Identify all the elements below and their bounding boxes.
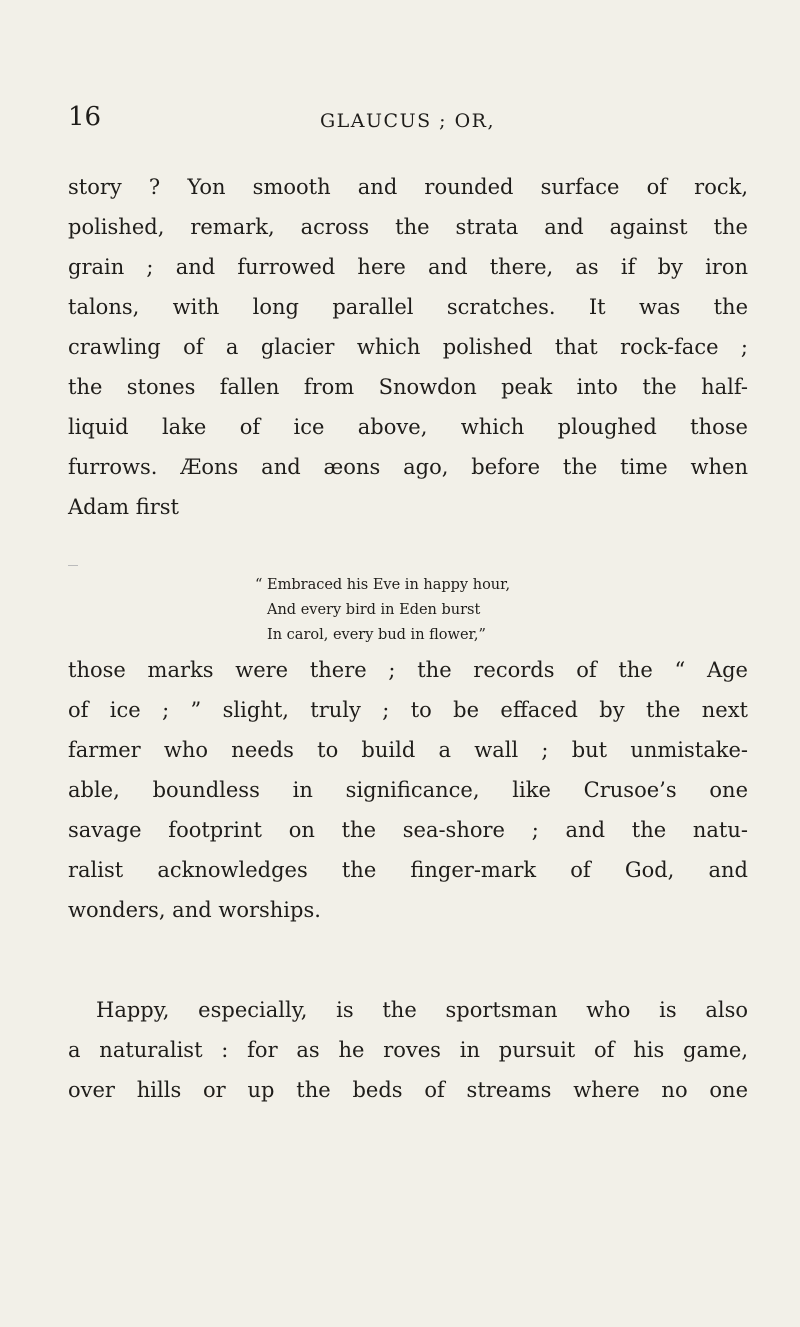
text-line: grain ; and furrowed here and there, as if by iron — [68, 255, 748, 279]
verse-quotation — [255, 573, 510, 648]
running-head: GLAUCUS ; OR, — [320, 110, 495, 132]
paragraph-3 — [68, 990, 748, 1110]
text-line: liquid lake of ice above, which ploughed those — [68, 415, 748, 439]
text-line: story ? Yon smooth and rounded surface of rock, — [68, 175, 748, 199]
page-header — [68, 96, 748, 136]
text-line: able, boundless in significance, like Crusoe’s one — [68, 778, 748, 802]
text-line: polished, remark, across the strata and against the — [68, 215, 748, 239]
text-line: farmer who needs to build a wall ; but unmistake- — [68, 738, 748, 762]
page-number: 16 — [68, 102, 102, 132]
text-line: those marks were there ; the records of the “ Age — [68, 658, 748, 682]
text-line: savage footprint on the sea-shore ; and the natu- — [68, 818, 748, 842]
paragraph-1 — [68, 167, 748, 527]
text-line: Happy, especially, is the sportsman who is also — [96, 998, 748, 1022]
text-line: wonders, and worships. — [68, 898, 321, 922]
text-line: ralist acknowledges the finger-mark of God, and — [68, 858, 748, 882]
margin-mark — [68, 565, 78, 566]
verse-line: And every bird in Eden burst — [267, 602, 481, 618]
verse-line: “ Embraced his Eve in happy hour, — [255, 577, 511, 593]
verse-line: In carol, every bud in flower,” — [267, 627, 486, 643]
text-line: Adam first — [68, 495, 179, 519]
text-line: furrows. Æons and æons ago, before the time when — [68, 455, 748, 479]
paragraph-2 — [68, 650, 748, 930]
text-line: over hills or up the beds of streams where no one — [68, 1078, 748, 1102]
text-line: a naturalist : for as he roves in pursuit of his game, — [68, 1038, 748, 1062]
text-line: the stones fallen from Snowdon peak into the half- — [68, 375, 748, 399]
text-line: crawling of a glacier which polished that rock-face ; — [68, 335, 748, 359]
text-line: of ice ; ” slight, truly ; to be effaced by the next — [68, 698, 748, 722]
text-line: talons, with long parallel scratches. It was the — [68, 295, 748, 319]
